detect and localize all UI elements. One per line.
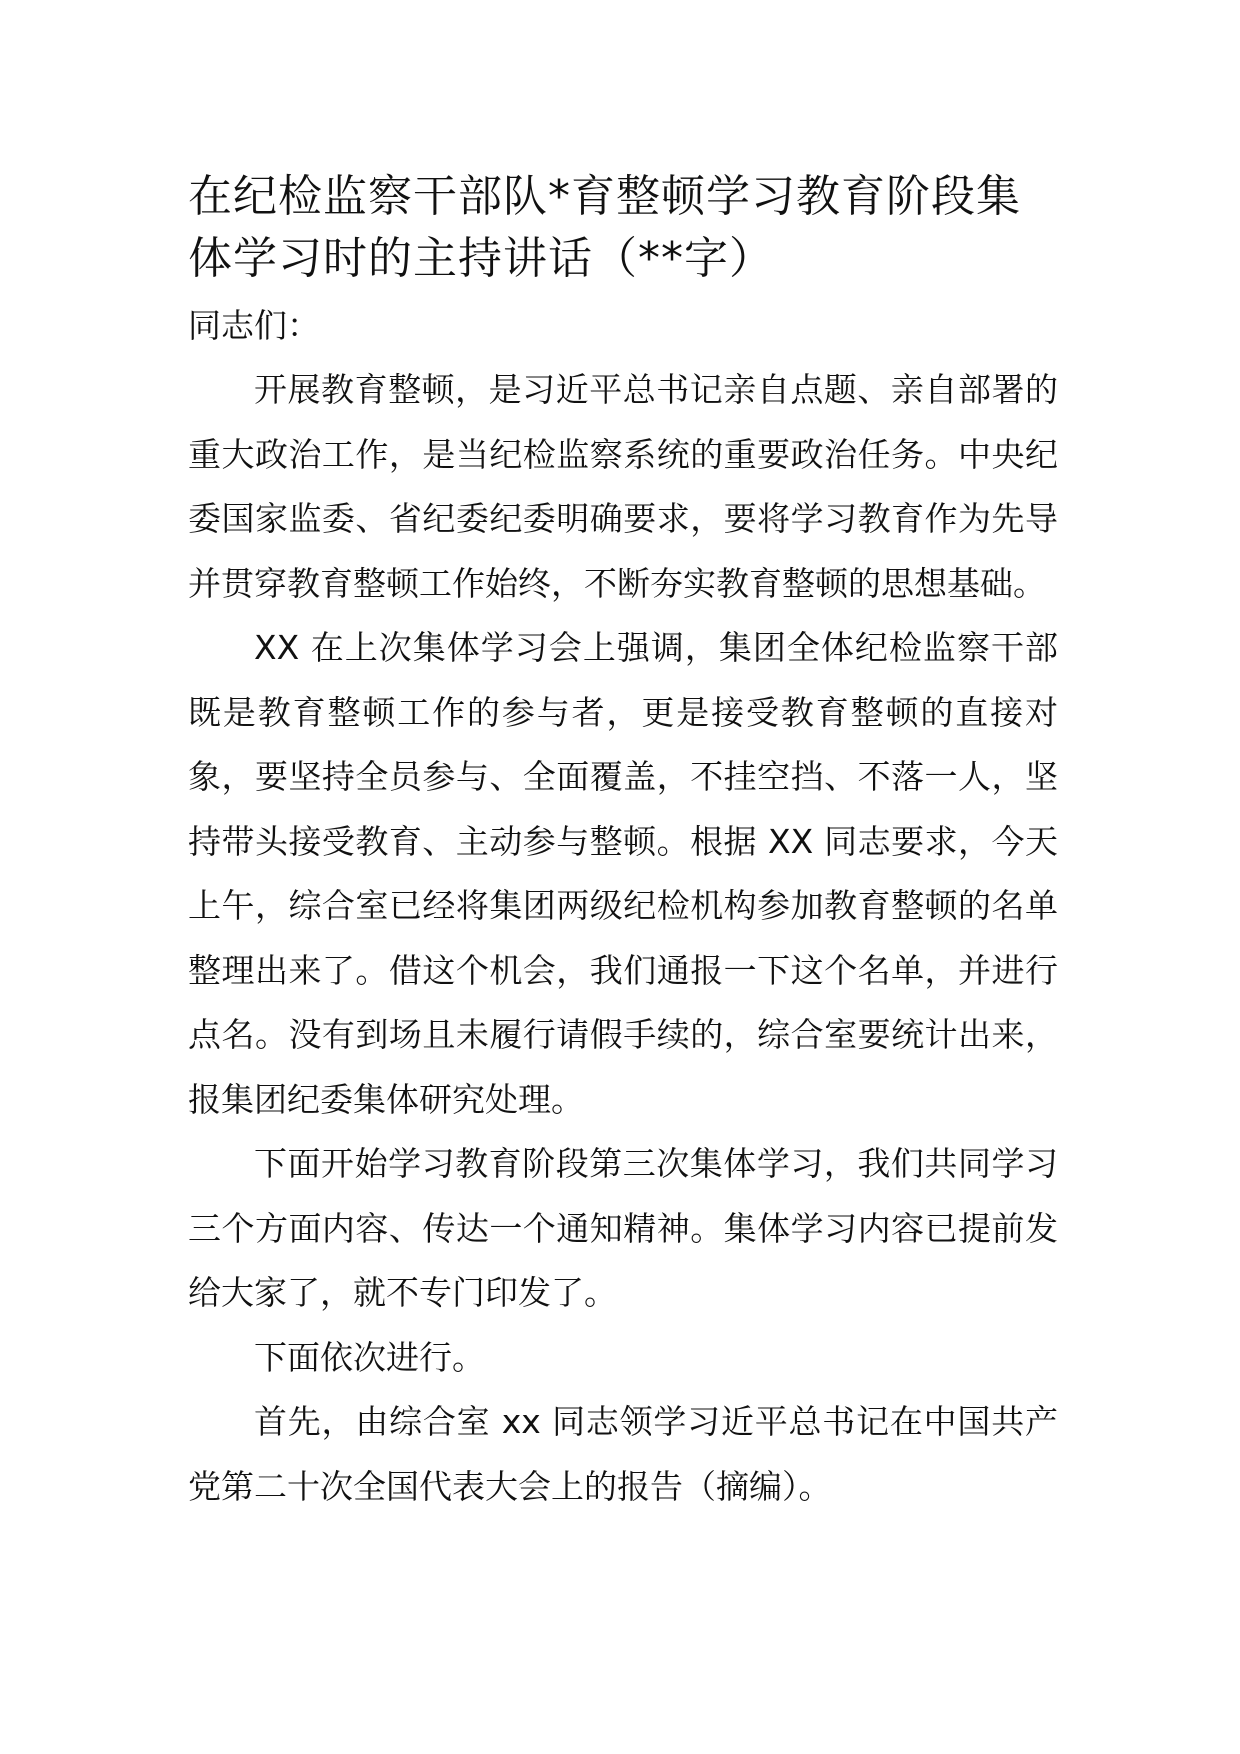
document-title: 在纪检监察干部队*育整顿学习教育阶段集体学习时的主持讲话（**字） bbox=[188, 171, 1021, 284]
paragraph-1: 开展教育整顿，是习近平总书记亲自点题、亲自部署的重大政治工作，是当纪检监察系统的重要政治任务。中央纪委国家监委、省纪委纪委明确要求，要将学习教育作为先导并贯穿教育整顿工作始终，不断夯实教育整顿的思想基础。 bbox=[188, 370, 1058, 603]
paragraph-5: 首先，由综合室 xx 同志领学习近平总书记在中国共产党第二十次全国代表大会上的报告（摘编）。 bbox=[188, 1402, 1058, 1506]
document-body bbox=[188, 166, 1058, 1519]
paragraph-3: 下面开始学习教育阶段第三次集体学习，我们共同学习三个方面内容、传达一个通知精神。集体学习内容已提前发给大家了，就不专门印发了。 bbox=[188, 1144, 1058, 1312]
paragraph-4: 下面依次进行。 bbox=[254, 1337, 485, 1377]
greeting: 同志们： bbox=[188, 306, 320, 345]
paragraph-2: XX 在上次集体学习会上强调，集团全体纪检监察干部既是教育整顿工作的参与者，更是接受教育整顿的直接对象，要坚持全员参与、全面覆盖，不挂空挡、不落一人，坚持带头接受教育、主动参与整顿。根据 XX 同志要求，今天上午，综合室已经将集团两级纪检机构参加教育整顿的名单整理出来了。借这个机会，我们通报一下这个名单，并进行点名。没有到场且未履行请假手续的，综合室要统计出来，报集团纪委集体研究处理。 bbox=[188, 628, 1058, 1119]
